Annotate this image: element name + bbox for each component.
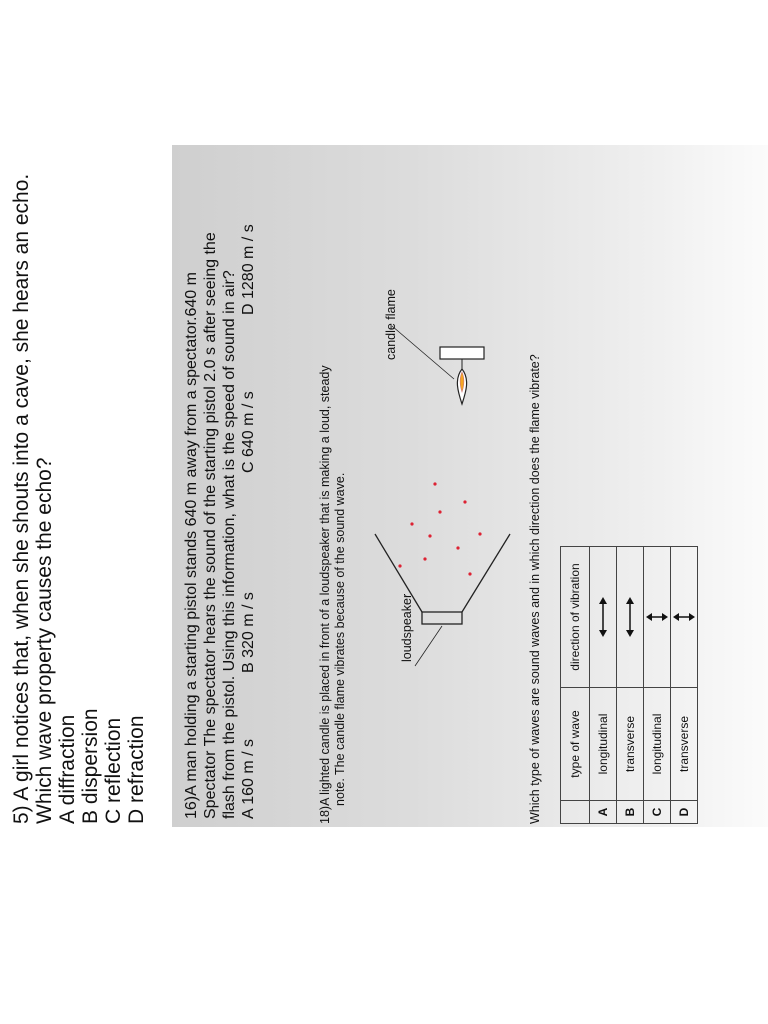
row-letter: D	[671, 801, 698, 824]
row-letter: B	[617, 801, 644, 824]
horizontal-arrow-icon	[617, 547, 644, 688]
vertical-arrow-icon	[671, 547, 698, 688]
q18-line-1: 18)A lighted candle is placed in front of a loudspeaker that is making a loud, steady	[318, 365, 332, 824]
header-type-of-wave: type of wave	[561, 688, 590, 801]
table-row	[671, 547, 698, 824]
q16-line-2: Spectator The spectator hears the sound of the starting pistol 2.0 s after seeing the	[202, 232, 219, 819]
q5-line-1: 5) A girl notices that, when she shouts into a cave, she hears an echo.	[10, 173, 33, 824]
q16-option-a: A 160 m / s	[240, 738, 257, 819]
row-wave-type: transverse	[617, 688, 644, 801]
q5-option-b: B dispersion	[79, 708, 102, 824]
q16-option-d: D 1280 m / s	[240, 224, 257, 315]
q18-line-2: note. The candle flame vibrates because of the sound wave.	[333, 472, 347, 806]
answer-table	[560, 546, 698, 824]
loudspeaker-label: loudspeaker	[400, 593, 414, 662]
loudspeaker-leader-line	[415, 626, 442, 666]
candle-icon	[440, 347, 484, 404]
loudspeaker-icon	[375, 534, 510, 624]
row-wave-type: longitudinal	[644, 688, 671, 801]
q16-line-3: flash from the pistol. Using this information, what is the speed of sound in air?	[221, 270, 238, 819]
q5-option-d: D refraction	[125, 715, 148, 824]
row-letter: A	[590, 801, 617, 824]
q5-option-c: C reflection	[102, 717, 125, 824]
table-corner-cell	[561, 801, 590, 824]
q5-option-a: A diffraction	[56, 714, 79, 824]
table-row	[590, 547, 617, 824]
q18-question: Which type of waves are sound waves and in which direction does the flame vibrate?	[528, 354, 542, 824]
vertical-arrow-icon	[644, 547, 671, 688]
sound-particles	[398, 482, 481, 575]
horizontal-arrow-icon	[590, 547, 617, 688]
table-row	[617, 547, 644, 824]
candle-flame-label: candle flame	[384, 289, 398, 360]
header-direction-of-vibration: direction of vibration	[561, 547, 590, 688]
row-wave-type: longitudinal	[590, 688, 617, 801]
row-letter: C	[644, 801, 671, 824]
q5-line-2: Which wave property causes the echo?	[33, 457, 56, 824]
q16-option-c: C 640 m / s	[240, 391, 257, 473]
q16-line-1: 16)A man holding a starting pistol stands 640 m away from a spectator.640 m	[183, 272, 200, 819]
row-wave-type: transverse	[671, 688, 698, 801]
table-row	[644, 547, 671, 824]
table-header-row	[561, 547, 590, 824]
q16-option-b: B 320 m / s	[240, 592, 257, 673]
